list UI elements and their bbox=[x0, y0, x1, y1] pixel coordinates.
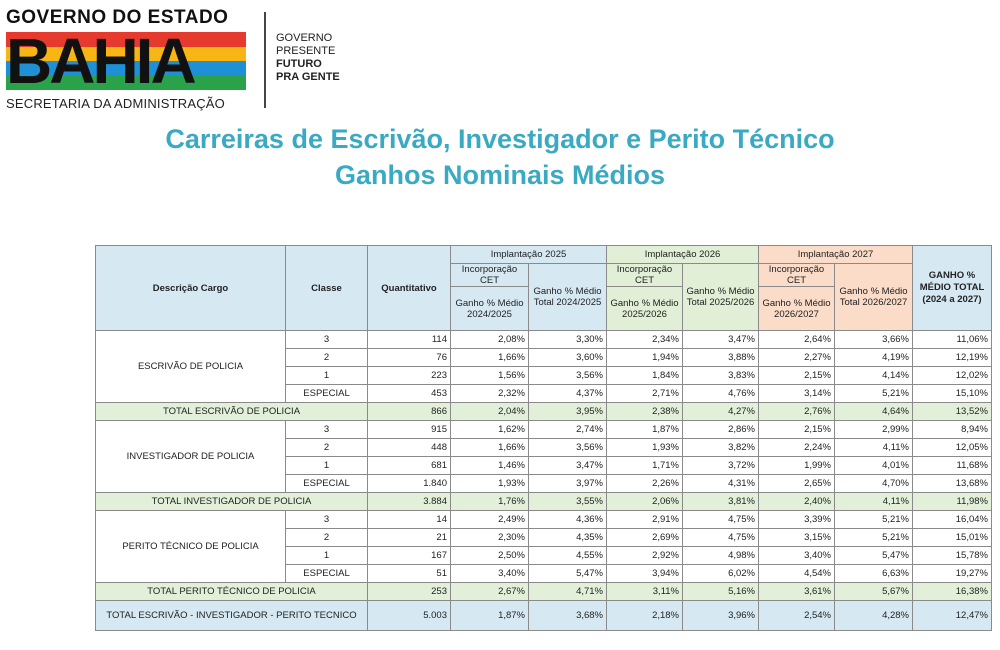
value-cell: 2,27% bbox=[759, 349, 835, 367]
value-cell: 4,76% bbox=[683, 385, 759, 403]
value-cell: 2,69% bbox=[607, 529, 683, 547]
table-row bbox=[96, 421, 992, 439]
header-incorp-2025: Incorporação CET bbox=[451, 264, 529, 287]
header-total-2026: Ganho % Médio Total 2025/2026 bbox=[683, 264, 759, 331]
value-cell: 2,15% bbox=[759, 367, 835, 385]
value-cell: 2,92% bbox=[607, 547, 683, 565]
value-cell: 4,14% bbox=[835, 367, 913, 385]
header-total-2027: Ganho % Médio Total 2026/2027 bbox=[835, 264, 913, 331]
value-cell: 2,86% bbox=[683, 421, 759, 439]
total-row bbox=[96, 493, 992, 511]
value-cell: 1,93% bbox=[451, 475, 529, 493]
value-cell: 1,46% bbox=[451, 457, 529, 475]
value-cell: 2,49% bbox=[451, 511, 529, 529]
value-cell: 1,56% bbox=[451, 367, 529, 385]
total-row bbox=[96, 583, 992, 601]
header-implantacao-2026: Implantação 2026 bbox=[607, 246, 759, 264]
value-cell: 4,19% bbox=[835, 349, 913, 367]
total-value: 3,81% bbox=[683, 493, 759, 511]
value-cell: 1.840 bbox=[368, 475, 451, 493]
slogan-line: PRESENTE bbox=[276, 45, 336, 57]
gains-table bbox=[95, 245, 992, 631]
slogan-line: GOVERNO bbox=[276, 32, 333, 44]
value-cell: 915 bbox=[368, 421, 451, 439]
value-cell: 3,47% bbox=[683, 331, 759, 349]
value-cell: 4,31% bbox=[683, 475, 759, 493]
classe-cell: 2 bbox=[286, 529, 368, 547]
value-cell: 4,55% bbox=[529, 547, 607, 565]
value-cell: 2,99% bbox=[835, 421, 913, 439]
header-medio-2025: Ganho % Médio 2024/2025 bbox=[451, 287, 529, 331]
value-cell: 3,15% bbox=[759, 529, 835, 547]
total-value: 3.884 bbox=[368, 493, 451, 511]
slogan bbox=[276, 32, 340, 84]
value-cell: 8,94% bbox=[913, 421, 992, 439]
total-value: 11,98% bbox=[913, 493, 992, 511]
secretariat-name: SECRETARIA DA ADMINISTRAÇÃO bbox=[6, 96, 225, 111]
value-cell: 3,72% bbox=[683, 457, 759, 475]
value-cell: 16,04% bbox=[913, 511, 992, 529]
value-cell: 5,47% bbox=[529, 565, 607, 583]
value-cell: 4,35% bbox=[529, 529, 607, 547]
cargo-label: PERITO TÉCNICO DE POLICIA bbox=[96, 511, 286, 583]
total-value: 4,11% bbox=[835, 493, 913, 511]
cargo-label: INVESTIGADOR DE POLICIA bbox=[96, 421, 286, 493]
logo-divider bbox=[264, 12, 266, 108]
value-cell: 4,36% bbox=[529, 511, 607, 529]
total-value: 5,67% bbox=[835, 583, 913, 601]
value-cell: 1,93% bbox=[607, 439, 683, 457]
value-cell: 2,26% bbox=[607, 475, 683, 493]
bahia-wordmark bbox=[6, 32, 251, 90]
total-label: TOTAL INVESTIGADOR DE POLICIA bbox=[96, 493, 368, 511]
state-line: GOVERNO DO ESTADO bbox=[6, 7, 229, 28]
value-cell: 11,06% bbox=[913, 331, 992, 349]
table-row bbox=[96, 511, 992, 529]
grand-total-value: 2,18% bbox=[607, 601, 683, 631]
total-value: 3,55% bbox=[529, 493, 607, 511]
value-cell: 1,62% bbox=[451, 421, 529, 439]
value-cell: 1,84% bbox=[607, 367, 683, 385]
total-value: 16,38% bbox=[913, 583, 992, 601]
total-value: 253 bbox=[368, 583, 451, 601]
total-value: 2,38% bbox=[607, 403, 683, 421]
classe-cell: 2 bbox=[286, 439, 368, 457]
total-label: TOTAL PERITO TÉCNICO DE POLICIA bbox=[96, 583, 368, 601]
value-cell: 114 bbox=[368, 331, 451, 349]
header-classe: Classe bbox=[286, 246, 368, 331]
total-row bbox=[96, 403, 992, 421]
total-value: 5,16% bbox=[683, 583, 759, 601]
state-name: BAHIA bbox=[6, 32, 194, 90]
value-cell: 2,34% bbox=[607, 331, 683, 349]
value-cell: 167 bbox=[368, 547, 451, 565]
total-value: 3,61% bbox=[759, 583, 835, 601]
value-cell: 3,39% bbox=[759, 511, 835, 529]
value-cell: 2,71% bbox=[607, 385, 683, 403]
value-cell: 15,78% bbox=[913, 547, 992, 565]
total-value: 13,52% bbox=[913, 403, 992, 421]
cargo-label: ESCRIVÃO DE POLICIA bbox=[96, 331, 286, 403]
value-cell: 3,60% bbox=[529, 349, 607, 367]
header-implantacao-2025: Implantação 2025 bbox=[451, 246, 607, 264]
value-cell: 3,88% bbox=[683, 349, 759, 367]
header-incorp-2027: Incorporação CET bbox=[759, 264, 835, 287]
total-value: 2,04% bbox=[451, 403, 529, 421]
total-value: 4,27% bbox=[683, 403, 759, 421]
classe-cell: ESPECIAL bbox=[286, 565, 368, 583]
grand-total-value: 12,47% bbox=[913, 601, 992, 631]
value-cell: 2,30% bbox=[451, 529, 529, 547]
classe-cell: ESPECIAL bbox=[286, 475, 368, 493]
value-cell: 19,27% bbox=[913, 565, 992, 583]
value-cell: 4,01% bbox=[835, 457, 913, 475]
value-cell: 2,74% bbox=[529, 421, 607, 439]
value-cell: 1,87% bbox=[607, 421, 683, 439]
value-cell: 1,66% bbox=[451, 439, 529, 457]
grand-total-value: 5.003 bbox=[368, 601, 451, 631]
slogan-line: FUTURO bbox=[276, 58, 322, 70]
value-cell: 2,08% bbox=[451, 331, 529, 349]
classe-cell: ESPECIAL bbox=[286, 385, 368, 403]
classe-cell: 1 bbox=[286, 547, 368, 565]
grand-total-value: 3,96% bbox=[683, 601, 759, 631]
value-cell: 15,01% bbox=[913, 529, 992, 547]
value-cell: 3,56% bbox=[529, 439, 607, 457]
total-label: TOTAL ESCRIVÃO DE POLICIA bbox=[96, 403, 368, 421]
grand-total-row bbox=[96, 601, 992, 631]
total-value: 3,11% bbox=[607, 583, 683, 601]
value-cell: 3,30% bbox=[529, 331, 607, 349]
value-cell: 1,99% bbox=[759, 457, 835, 475]
value-cell: 6,63% bbox=[835, 565, 913, 583]
table-row bbox=[96, 331, 992, 349]
value-cell: 3,47% bbox=[529, 457, 607, 475]
header-quantitativo: Quantitativo bbox=[368, 246, 451, 331]
classe-cell: 1 bbox=[286, 367, 368, 385]
value-cell: 51 bbox=[368, 565, 451, 583]
value-cell: 2,50% bbox=[451, 547, 529, 565]
header-total-2025: Ganho % Médio Total 2024/2025 bbox=[529, 264, 607, 331]
value-cell: 4,98% bbox=[683, 547, 759, 565]
value-cell: 12,02% bbox=[913, 367, 992, 385]
header-implantacao-2027: Implantação 2027 bbox=[759, 246, 913, 264]
value-cell: 3,56% bbox=[529, 367, 607, 385]
total-value: 2,76% bbox=[759, 403, 835, 421]
value-cell: 3,40% bbox=[759, 547, 835, 565]
value-cell: 2,32% bbox=[451, 385, 529, 403]
total-value: 4,71% bbox=[529, 583, 607, 601]
value-cell: 681 bbox=[368, 457, 451, 475]
value-cell: 12,19% bbox=[913, 349, 992, 367]
page-title: Carreiras de Escrivão, Investigador e Perito Técnico bbox=[165, 124, 835, 154]
total-value: 2,40% bbox=[759, 493, 835, 511]
total-value: 2,67% bbox=[451, 583, 529, 601]
value-cell: 4,75% bbox=[683, 529, 759, 547]
value-cell: 12,05% bbox=[913, 439, 992, 457]
value-cell: 3,14% bbox=[759, 385, 835, 403]
value-cell: 2,15% bbox=[759, 421, 835, 439]
value-cell: 6,02% bbox=[683, 565, 759, 583]
grand-total-value: 3,68% bbox=[529, 601, 607, 631]
value-cell: 2,65% bbox=[759, 475, 835, 493]
value-cell: 1,71% bbox=[607, 457, 683, 475]
value-cell: 4,11% bbox=[835, 439, 913, 457]
value-cell: 223 bbox=[368, 367, 451, 385]
classe-cell: 3 bbox=[286, 511, 368, 529]
value-cell: 11,68% bbox=[913, 457, 992, 475]
governo-bahia-logo bbox=[6, 8, 251, 111]
value-cell: 3,97% bbox=[529, 475, 607, 493]
value-cell: 3,94% bbox=[607, 565, 683, 583]
grand-total-label: TOTAL ESCRIVÃO - INVESTIGADOR - PERITO TECNICO bbox=[96, 601, 368, 631]
grand-total-value: 4,28% bbox=[835, 601, 913, 631]
value-cell: 5,21% bbox=[835, 385, 913, 403]
value-cell: 5,21% bbox=[835, 529, 913, 547]
total-value: 4,64% bbox=[835, 403, 913, 421]
total-value: 2,06% bbox=[607, 493, 683, 511]
value-cell: 15,10% bbox=[913, 385, 992, 403]
value-cell: 453 bbox=[368, 385, 451, 403]
page-subtitle: Ganhos Nominais Médios bbox=[334, 160, 666, 190]
value-cell: 3,66% bbox=[835, 331, 913, 349]
value-cell: 4,54% bbox=[759, 565, 835, 583]
value-cell: 4,70% bbox=[835, 475, 913, 493]
value-cell: 448 bbox=[368, 439, 451, 457]
value-cell: 4,75% bbox=[683, 511, 759, 529]
grand-total-value: 2,54% bbox=[759, 601, 835, 631]
header-incorp-2026: Incorporação CET bbox=[607, 264, 683, 287]
value-cell: 1,66% bbox=[451, 349, 529, 367]
value-cell: 21 bbox=[368, 529, 451, 547]
classe-cell: 2 bbox=[286, 349, 368, 367]
header-ganho-total: GANHO % MÉDIO TOTAL (2024 a 2027) bbox=[913, 246, 992, 331]
value-cell: 13,68% bbox=[913, 475, 992, 493]
header-medio-2027: Ganho % Médio 2026/2027 bbox=[759, 287, 835, 331]
grand-total-value: 1,87% bbox=[451, 601, 529, 631]
value-cell: 1,94% bbox=[607, 349, 683, 367]
value-cell: 3,83% bbox=[683, 367, 759, 385]
header-cargo: Descrição Cargo bbox=[96, 246, 286, 331]
value-cell: 2,91% bbox=[607, 511, 683, 529]
total-value: 3,95% bbox=[529, 403, 607, 421]
classe-cell: 3 bbox=[286, 421, 368, 439]
slogan-line: PRA GENTE bbox=[276, 71, 340, 83]
value-cell: 2,64% bbox=[759, 331, 835, 349]
header-medio-2026: Ganho % Médio 2025/2026 bbox=[607, 287, 683, 331]
value-cell: 76 bbox=[368, 349, 451, 367]
value-cell: 3,40% bbox=[451, 565, 529, 583]
total-value: 866 bbox=[368, 403, 451, 421]
value-cell: 5,21% bbox=[835, 511, 913, 529]
total-value: 1,76% bbox=[451, 493, 529, 511]
value-cell: 4,37% bbox=[529, 385, 607, 403]
classe-cell: 1 bbox=[286, 457, 368, 475]
value-cell: 14 bbox=[368, 511, 451, 529]
value-cell: 2,24% bbox=[759, 439, 835, 457]
value-cell: 5,47% bbox=[835, 547, 913, 565]
classe-cell: 3 bbox=[286, 331, 368, 349]
value-cell: 3,82% bbox=[683, 439, 759, 457]
